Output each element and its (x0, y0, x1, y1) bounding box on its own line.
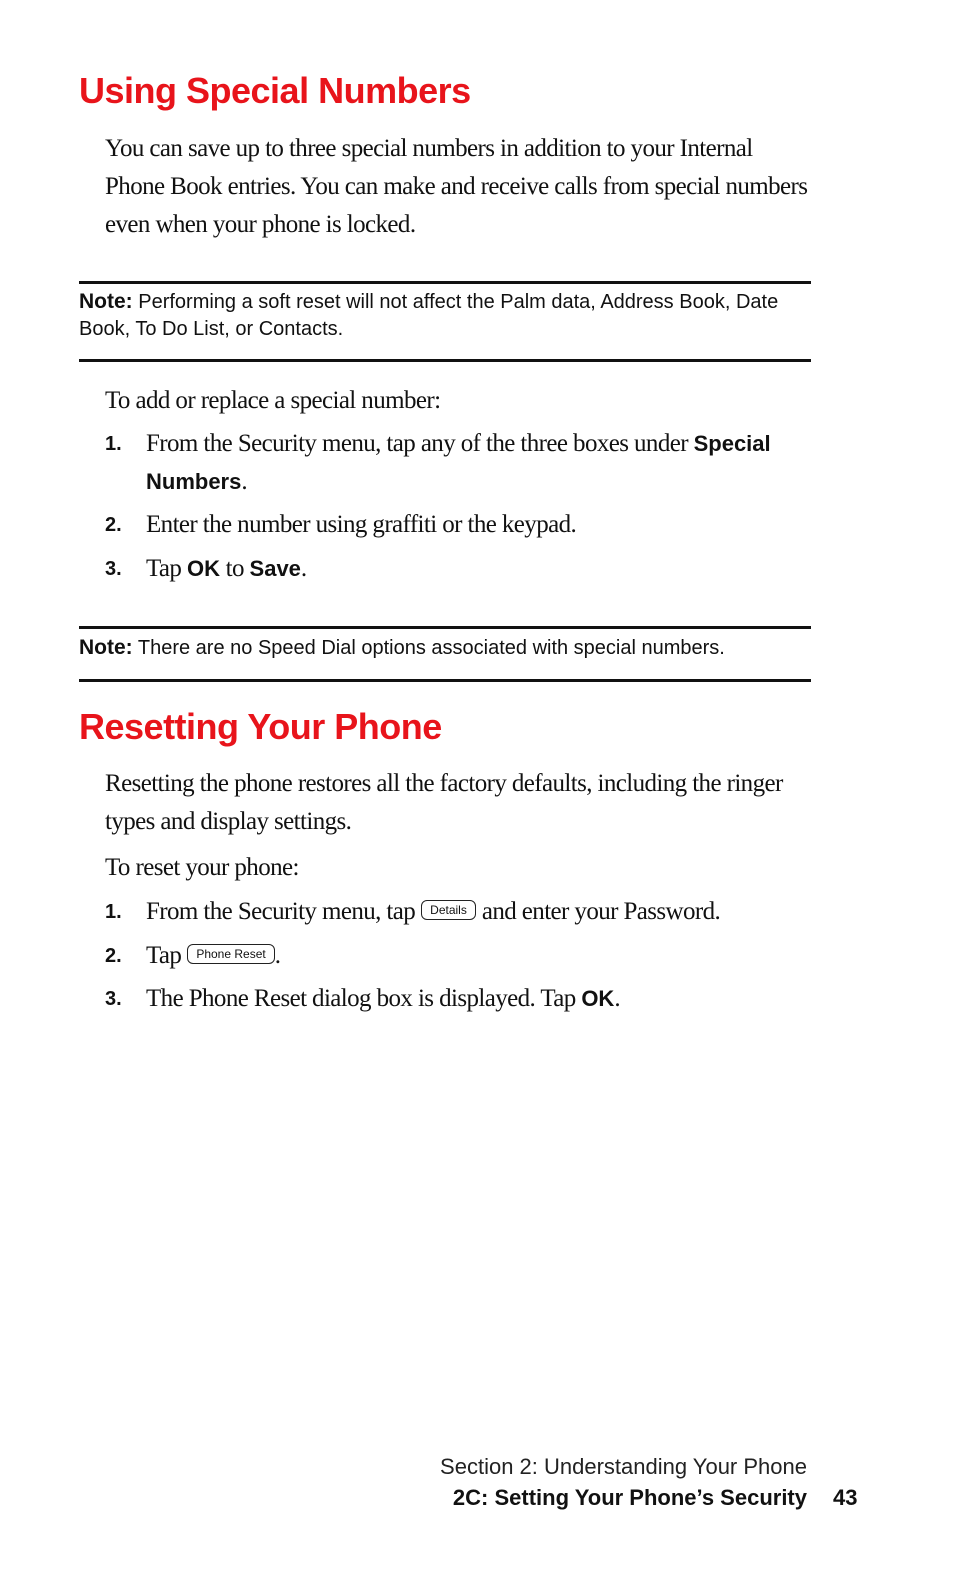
add-step-2 (105, 506, 815, 544)
footer-chapter: 2C: Setting Your Phone’s Security (452, 1485, 807, 1510)
step-end: . (241, 468, 248, 495)
page-number: 43 (833, 1485, 858, 1510)
note-label: Note: (79, 290, 133, 313)
add-step-1 (105, 425, 815, 501)
special-numbers-intro: You can save up to three special numbers in addition to your Internal Phone Book entries. You can make and receive calls from special numbers even when your phone is locked. (105, 135, 808, 238)
step-number: 1. (105, 433, 122, 455)
step-number: 3. (105, 558, 122, 580)
reset-step-2 (105, 937, 815, 975)
step-number: 2. (105, 514, 122, 536)
note-label: Note: (79, 636, 133, 659)
step-end: . (614, 985, 620, 1012)
details-button: Details (421, 900, 476, 920)
note-bottom-rule (79, 359, 811, 362)
save-term: Save (249, 556, 301, 581)
note-text: There are no Speed Dial options associated with special numbers. (137, 637, 725, 659)
note-top-rule (79, 281, 811, 284)
step-end: . (300, 555, 307, 582)
step-text-post: and enter your Password. (481, 898, 721, 925)
add-step-3 (105, 550, 815, 588)
step-number: 3. (105, 988, 122, 1010)
note2-top-rule (79, 626, 811, 629)
footer-section: Section 2: Understanding Your Phone (440, 1454, 807, 1479)
add-special-intro: To add or replace a special number: (105, 387, 441, 414)
note-soft-reset (79, 288, 819, 343)
step-text: From the Security menu, tap (146, 898, 416, 925)
reset-intro: To reset your phone: (105, 854, 299, 881)
reset-step-3 (105, 980, 815, 1018)
step-text: Tap (146, 942, 182, 969)
phone-reset-button: Phone Reset (187, 944, 274, 964)
step-text: Tap (146, 555, 187, 582)
step-text: From the Security menu, tap any of the three boxes under (146, 430, 694, 457)
special-numbers-term: Special Numbers (146, 431, 771, 494)
step-number: 1. (105, 901, 122, 923)
step-end: . (274, 942, 281, 969)
ok-term: OK (186, 556, 220, 581)
note-text: Performing a soft reset will not affect the Palm data, Address Book, Date Book, To Do List, or Contacts. (79, 291, 779, 340)
section-title-special-numbers: Using Special Numbers (79, 70, 471, 111)
step-mid: to (219, 555, 250, 582)
note-speed-dial (79, 634, 819, 662)
section-title-resetting-phone: Resetting Your Phone (79, 706, 442, 747)
reset-step-1 (105, 893, 815, 931)
step-number: 2. (105, 945, 122, 967)
note2-bottom-rule (79, 679, 811, 682)
ok-term: OK (581, 986, 615, 1011)
step-text: The Phone Reset dialog box is displayed. Tap (146, 985, 582, 1012)
resetting-intro: Resetting the phone restores all the factory defaults, including the ringer types and display settings. (105, 770, 783, 835)
step-text: Enter the number using graffiti or the keypad. (146, 511, 577, 538)
